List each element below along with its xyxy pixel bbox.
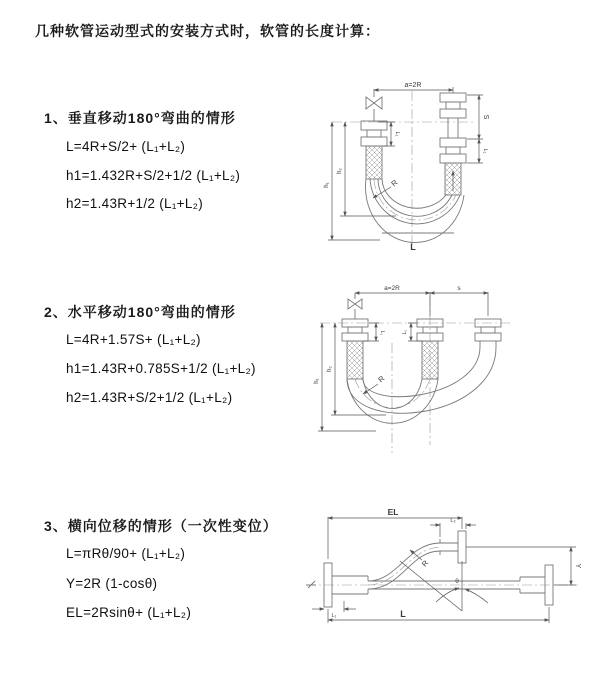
dim-label-h1: h₁ bbox=[314, 378, 320, 384]
centerline-break-mark bbox=[306, 581, 316, 588]
hose-centerline-arc bbox=[355, 379, 430, 408]
section-1-formula-L: L=4R+S/2+ (L₁+L₂) bbox=[66, 139, 186, 154]
dim-label-EL: EL bbox=[387, 507, 399, 517]
section-3-heading: 3、横向位移的情形（一次性变位） bbox=[44, 518, 278, 534]
section-1-heading: 1、垂直移动180°弯曲的情形 bbox=[44, 110, 236, 126]
radius-label: R bbox=[419, 558, 431, 569]
diagram-horizontal-180-bend bbox=[312, 283, 527, 463]
dim-label-Y: Y bbox=[574, 563, 581, 569]
section-2-formula-h1: h1=1.43R+0.785S+1/2 (L₁+L₂) bbox=[66, 361, 256, 376]
radius-label: R bbox=[389, 177, 400, 189]
left-flange-fitting bbox=[342, 319, 368, 379]
section-2-heading: 2、水平移动180°弯曲的情形 bbox=[44, 304, 236, 320]
section-2-formula-L: L=4R+1.57S+ (L₁+L₂) bbox=[66, 332, 201, 347]
radius-label: R bbox=[376, 373, 387, 385]
length-label: L bbox=[410, 242, 416, 252]
section-1-formula-h1: h1=1.432R+S/2+1/2 (L₁+L₂) bbox=[66, 168, 241, 183]
dim-label-L2: L₂ bbox=[450, 518, 456, 524]
hose-u-bend-position-1 bbox=[347, 379, 438, 423]
dim-label-S: S bbox=[482, 114, 489, 120]
dim-label-h2: h₂ bbox=[327, 366, 333, 372]
braided-hose-section bbox=[422, 341, 438, 379]
section-3-formula-EL: EL=2Rsinθ+ (L₁+L₂) bbox=[66, 605, 192, 620]
dim-label-a2r: a=2R bbox=[384, 285, 400, 292]
dim-label-s: s bbox=[457, 285, 461, 292]
angle-construction bbox=[400, 561, 488, 611]
dim-label-L1-left: L₁ bbox=[394, 131, 400, 137]
valve-icon bbox=[348, 293, 362, 319]
dim-label-L1-left: L₁ bbox=[379, 330, 385, 336]
diagram-lateral-displacement bbox=[298, 503, 593, 643]
section-2-formula-h2: h2=1.43R+S/2+1/2 (L₁+L₂) bbox=[66, 390, 233, 405]
section-3-formula-Y: Y=2R (1-cosθ) bbox=[66, 576, 158, 591]
page-title: 几种软管运动型式的安装方式时，软管的长度计算： bbox=[35, 23, 380, 39]
hose-displaced-s-curve bbox=[368, 531, 466, 589]
right-flange-fitting-upper bbox=[458, 531, 466, 563]
diagram-vertical-180-bend bbox=[312, 75, 594, 257]
dimension-lines bbox=[312, 517, 576, 623]
braided-hose-section bbox=[366, 146, 382, 179]
dim-label-h2: h₂ bbox=[337, 168, 343, 174]
dimension-lines bbox=[318, 292, 488, 431]
dim-label-L1-mid: L₁ bbox=[402, 329, 408, 335]
section-1-formula-h2: h2=1.43R+1/2 (L₁+L₂) bbox=[66, 196, 204, 211]
dim-label-a2r: a=2R bbox=[404, 82, 422, 89]
left-flange-fitting bbox=[361, 121, 387, 179]
valve-icon bbox=[366, 89, 382, 121]
braided-hose-section bbox=[347, 341, 363, 379]
section-3-formula-L: L=πRθ/90+ (L₁+L₂) bbox=[66, 546, 186, 561]
right-flange-fitting-upper bbox=[440, 93, 466, 138]
length-label: L bbox=[400, 609, 406, 619]
dim-label-L1-right: L₁ bbox=[482, 148, 488, 154]
hose-centerline-arc bbox=[374, 179, 456, 220]
angle-label: θ bbox=[455, 578, 459, 585]
dim-label-h1: h₁ bbox=[324, 182, 330, 188]
dim-label-L1: L₁ bbox=[331, 613, 337, 619]
